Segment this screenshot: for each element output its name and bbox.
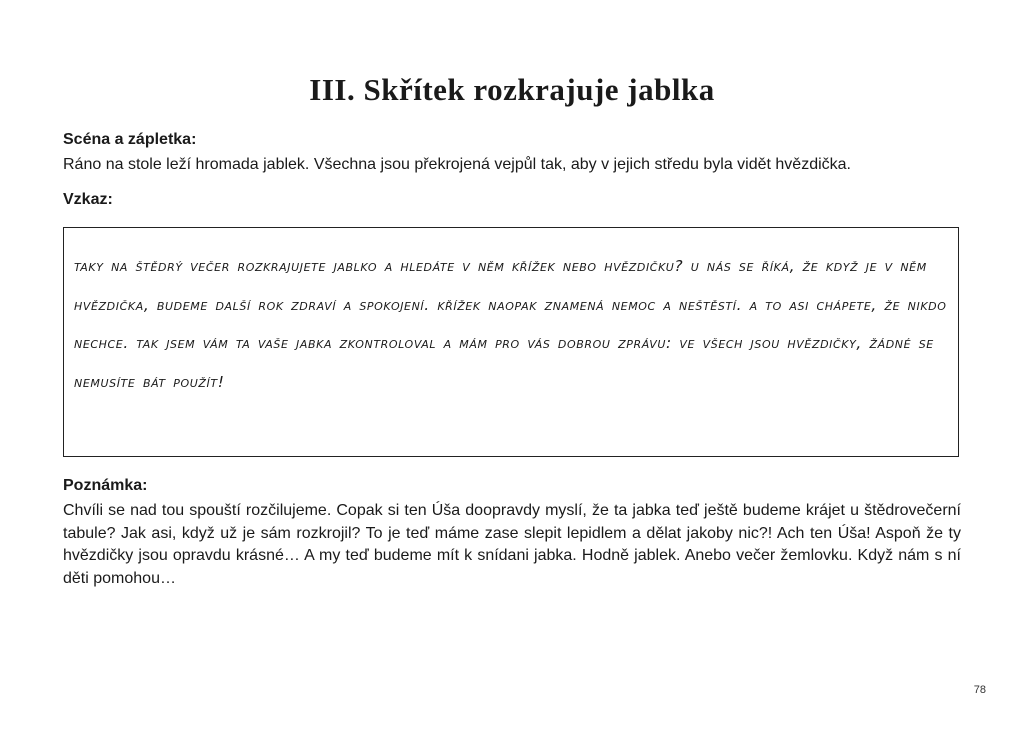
chapter-title: III. Skřítek rozkrajuje jablka <box>309 72 715 107</box>
note-text: Chvíli se nad tou spouští rozčilujeme. Copak si ten Úša doopravdy myslí, že ta jabka teď ještě budeme krájet u štědrovečerní tabule? Jak asi, když už je sám rozkrojil? To je teď máme zase slepit lepidlem a dělat jakoby nic?! Ach ten Úša! Aspoň že ty hvězdičky jsou opravdu krásné… A my teď budeme mít k snídani jabka. Hodně jablek. Anebo večer žemlovku. Když nám s ní děti pomohou… <box>63 502 961 587</box>
message-box <box>63 227 959 457</box>
handwritten-message: taky na štědrý večer rozkrajujete jablko a hledáte v něm křížek nebo hvězdičku? u nás se říká, že když je v něm hvězdička, budeme další rok zdraví a spokojení. křížek naopak znamená nemoc a neštěstí. a to asi chápete, že nikdo nechce. tak jsem vám ta vaše jabka zkontroloval a mám pro vás dobrou zprávu: ve všech jsou hvězdičky, žádné se nemusíte bát použít! <box>74 257 947 391</box>
page-number: 78 <box>973 684 986 696</box>
note-label: Poznámka: <box>63 477 148 494</box>
scene-label: Scéna a zápletka: <box>63 131 197 148</box>
message-label: Vzkaz: <box>63 191 113 208</box>
scene-text: Ráno na stole leží hromada jablek. Všechna jsou překrojená vejpůl tak, aby v jejich středu byla vidět hvězdička. <box>63 156 851 173</box>
